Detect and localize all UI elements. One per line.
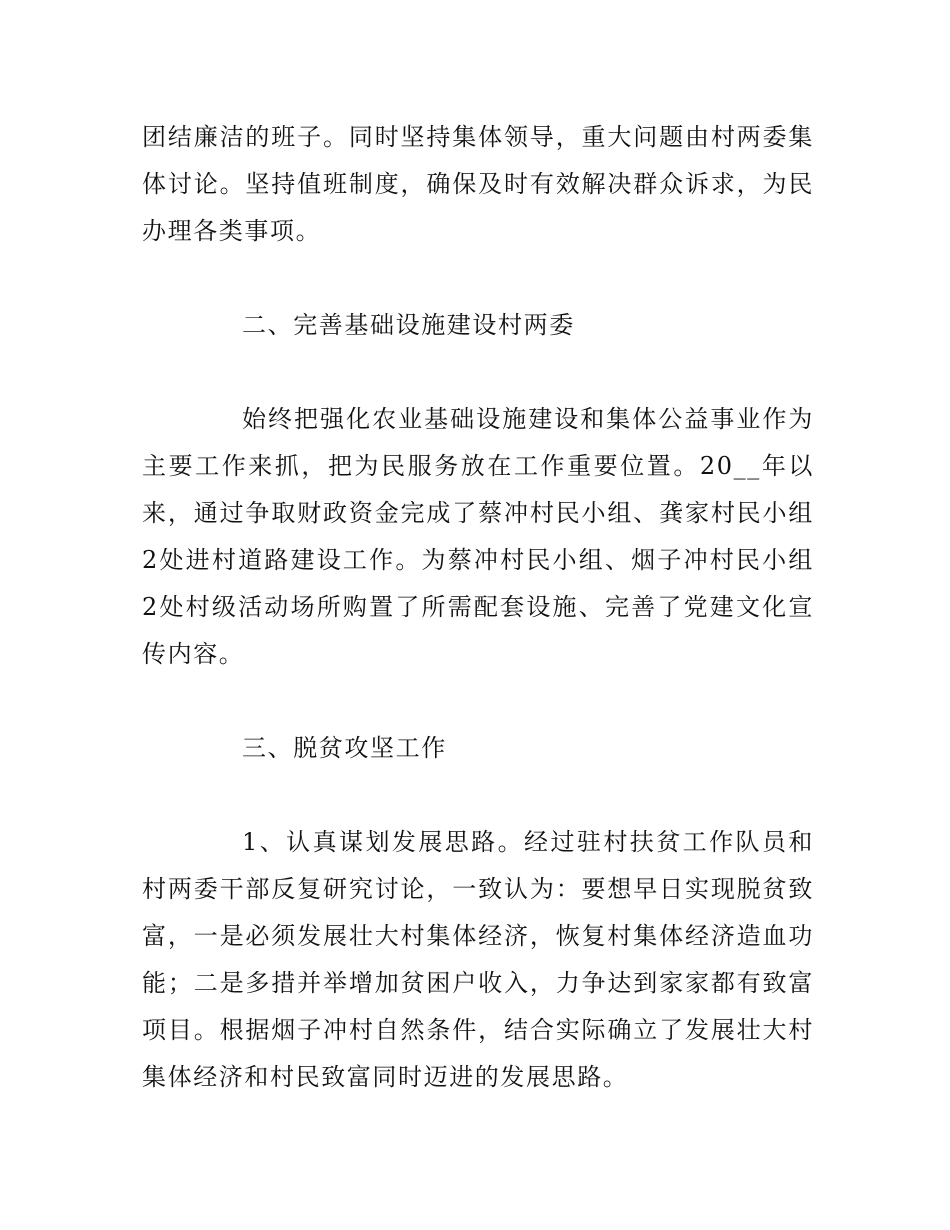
document-body bbox=[142, 114, 814, 1101]
paragraph-development-ideas: 1、认真谋划发展思路。经过驻村扶贫工作队员和村两委干部反复研究讨论，一致认为：要想早日实现脱贫致富，一是必须发展壮大村集体经济，恢复村集体经济造血功能；二是多措并举增加贫困户收入，力争达到家家都有致富项目。根据烟子冲村自然条件，结合实际确立了发展壮大村集体经济和村民致富同时迈进的发展思路。 bbox=[142, 828, 814, 1091]
section-heading-poverty-alleviation: 三、脱贫攻坚工作 bbox=[242, 734, 447, 762]
paragraph-continuation: 团结廉洁的班子。同时坚持集体领导，重大问题由村两委集体讨论。坚持值班制度，确保及时有效解决群众诉求，为民办理各类事项。 bbox=[142, 123, 814, 245]
paragraph-infrastructure: 始终把强化农业基础设施建设和集体公益事业作为主要工作来抓，把为民服务放在工作重要位置。20__年以来，通过争取财政资金完成了蔡冲村民小组、龚家村民小组2处进村道路建设工作。为蔡冲村民小组、烟子冲村民小组2处村级活动场所购置了所需配套设施、完善了党建文化宣传内容。 bbox=[142, 405, 814, 668]
section-heading-infrastructure: 二、完善基础设施建设村两委 bbox=[242, 311, 575, 339]
